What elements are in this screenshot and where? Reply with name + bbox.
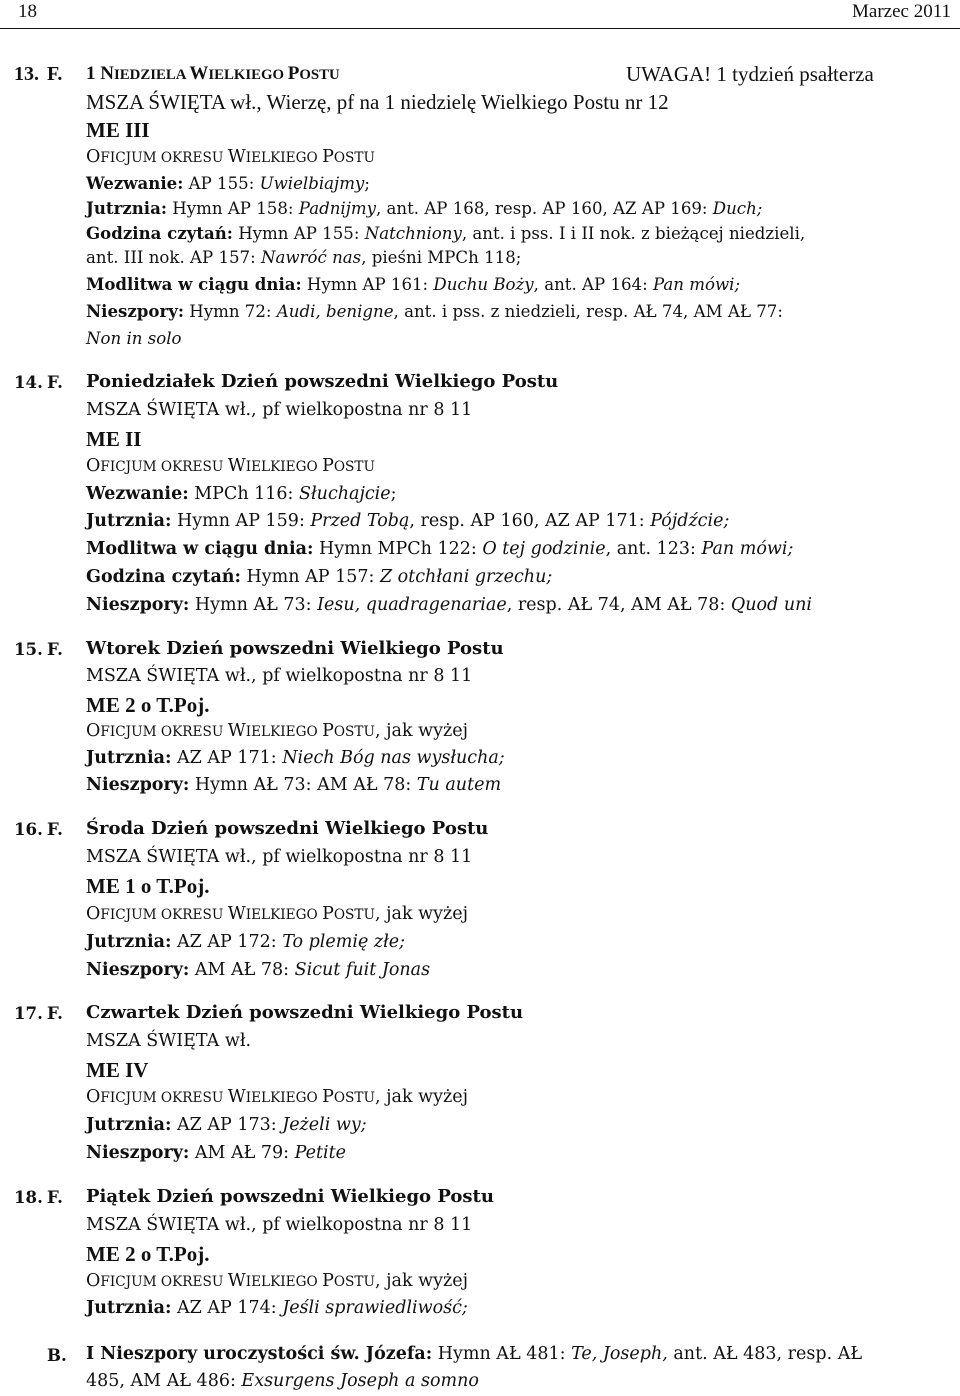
entry-title: Piątek Dzień powszedni Wielkiego Postu (86, 1186, 494, 1207)
week-note: UWAGA! 1 tydzień psałterza (626, 62, 874, 86)
entry-date: 17. (14, 1003, 43, 1023)
me-line: ME 1 o T.Poj. (86, 874, 210, 898)
entry-color-letter: F. (47, 639, 63, 659)
me-line: ME 2 o T.Poj. (86, 693, 210, 717)
page-header (0, 0, 960, 29)
office-line: OFICJUM OKRESU WIELKIEGO POSTU, jak wyżej (86, 1271, 468, 1291)
entry-title: Środa Dzień powszedni Wielkiego Postu (86, 818, 489, 839)
mass-line: MSZA ŚWIĘTA wł., Wierzę, pf na 1 niedzielę Wielkiego Postu nr 12 (86, 90, 669, 114)
liturgy-line: Non in solo (86, 329, 182, 348)
office-line: OFICJUM OKRESU WIELKIEGO POSTU, jak wyżej (86, 904, 468, 924)
entry-date: 18. (14, 1187, 43, 1207)
liturgy-line: Modlitwa w ciągu dnia: Hymn MPCh 122: O tej godzinie, ant. 123: Pan mówi; (86, 539, 794, 559)
entry-color-letter: F. (47, 63, 63, 85)
liturgy-line: Jutrznia: Hymn AP 159: Przed Tobą, resp. AP 160, AZ AP 171: Pójdźcie; (86, 511, 730, 531)
office-line: OFICJUM OKRESU WIELKIEGO POSTU (86, 147, 375, 167)
liturgy-line: Nieszpory: Hymn 72: Audi, benigne, ant. i pss. z niedzieli, resp. AŁ 74, AM AŁ 77: (86, 301, 783, 321)
mass-line: MSZA ŚWIĘTA wł., pf wielkopostna nr 8 11 (86, 1215, 473, 1235)
header-month: Marzec 2011 (852, 1, 951, 22)
office-line: OFICJUM OKRESU WIELKIEGO POSTU, jak wyżej (86, 721, 468, 741)
liturgy-line: Godzina czytań: Hymn AP 155: Natchniony, ant. i pss. I i II nok. z bieżącej niedzieli, (86, 223, 806, 243)
liturgy-line: Wezwanie: MPCh 116: Słuchajcie; (86, 484, 397, 504)
liturgy-line: ant. III nok. AP 157: Nawróć nas, pieśni MPCh 118; (86, 248, 522, 267)
entry-date: 14. (14, 372, 43, 392)
entry-color-letter: F. (47, 819, 63, 839)
liturgy-line: Godzina czytań: Hymn AP 157: Z otchłani grzechu; (86, 567, 553, 587)
office-line: OFICJUM OKRESU WIELKIEGO POSTU, jak wyżej (86, 1087, 468, 1107)
liturgy-line: Jutrznia: AZ AP 172: To plemię złe; (86, 932, 406, 952)
entry-date: 13. (14, 63, 39, 85)
liturgy-line: Nieszpory: AM AŁ 79: Petite (86, 1143, 347, 1163)
liturgy-line: Jutrznia: AZ AP 174: Jeśli sprawiedliwość; (86, 1298, 468, 1318)
entry-color-letter: F. (47, 1187, 63, 1207)
page-number: 18 (18, 1, 37, 22)
entry-date: 16. (14, 819, 43, 839)
entry-color-letter: F. (47, 372, 63, 392)
entry-color-letter: B. (47, 1345, 67, 1365)
me-line: ME 2 o T.Poj. (86, 1242, 210, 1266)
liturgy-line: Jutrznia: AZ AP 171: Niech Bóg nas wysłucha; (86, 748, 505, 768)
liturgy-line: Nieszpory: AM AŁ 78: Sicut fuit Jonas (86, 960, 431, 980)
vespers-line: I Nieszpory uroczystości św. Józefa: Hymn AŁ 481: Te, Joseph, ant. AŁ 483, resp. AŁ (86, 1344, 863, 1364)
entry-date: 15. (14, 639, 43, 659)
mass-line: MSZA ŚWIĘTA wł. (86, 1031, 252, 1051)
entry-title: 1 NIEDZIELA WIELKIEGO POSTU (86, 63, 340, 84)
liturgy-line: Jutrznia: Hymn AP 158: Padnijmy, ant. AP 168, resp. AP 160, AZ AP 169: Duch; (86, 198, 763, 218)
liturgy-line: Nieszpory: Hymn AŁ 73: AM AŁ 78: Tu autem (86, 775, 502, 795)
entry-title: Wtorek Dzień powszedni Wielkiego Postu (86, 638, 504, 659)
liturgy-line: Modlitwa w ciągu dnia: Hymn AP 161: Duchu Boży, ant. AP 164: Pan mówi; (86, 274, 741, 294)
me-line: ME III (86, 118, 150, 142)
entry-color-letter: F. (47, 1003, 63, 1023)
liturgy-line: Wezwanie: AP 155: Uwielbiajmy; (86, 173, 370, 193)
liturgy-line: Nieszpory: Hymn AŁ 73: Iesu, quadragenariae, resp. AŁ 74, AM AŁ 78: Quod uni (86, 595, 812, 615)
mass-line: MSZA ŚWIĘTA wł., pf wielkopostna nr 8 11 (86, 400, 473, 420)
entry-title: Czwartek Dzień powszedni Wielkiego Postu (86, 1002, 524, 1023)
mass-line: MSZA ŚWIĘTA wł., pf wielkopostna nr 8 11 (86, 847, 473, 867)
liturgy-line: Jutrznia: AZ AP 173: Jeżeli wy; (86, 1115, 367, 1135)
vespers-line: 485, AM AŁ 486: Exsurgens Joseph a somno (86, 1371, 479, 1391)
entry-title: Poniedziałek Dzień powszedni Wielkiego Postu (86, 371, 559, 392)
me-line: ME IV (86, 1058, 149, 1082)
mass-line: MSZA ŚWIĘTA wł., pf wielkopostna nr 8 11 (86, 666, 473, 686)
me-line: ME II (86, 427, 142, 451)
office-line: OFICJUM OKRESU WIELKIEGO POSTU (86, 456, 375, 476)
